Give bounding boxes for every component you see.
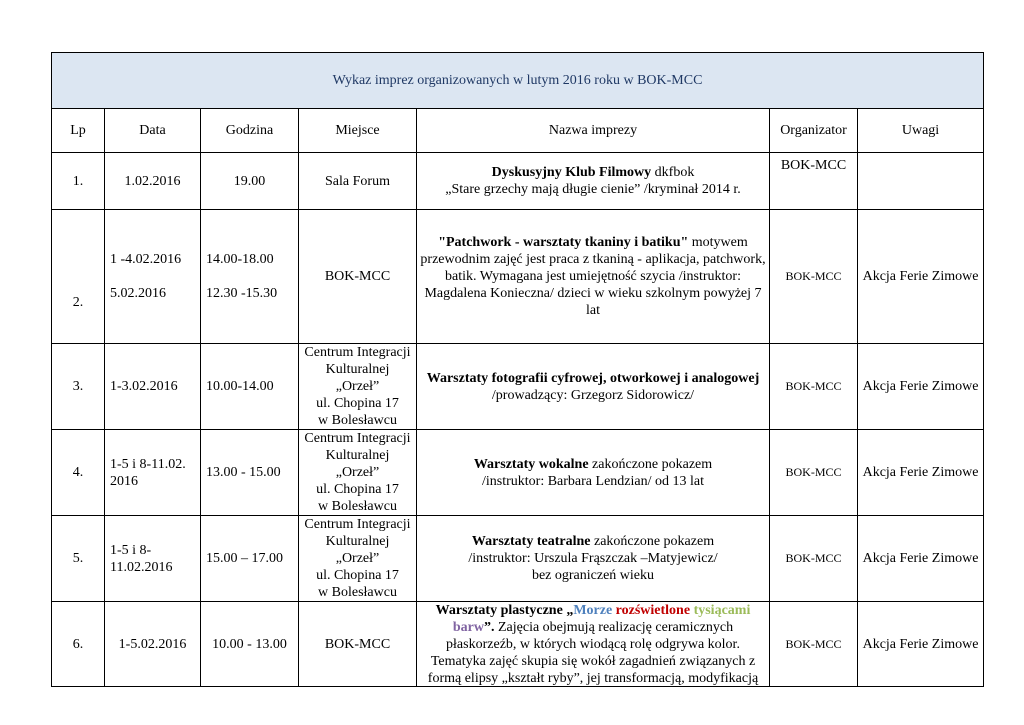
header-nazwa-imprezy: Nazwa imprezy xyxy=(417,109,770,153)
event-name-bold: "Patchwork - warsztaty tkaniny i batiku" xyxy=(438,235,689,250)
cell-organizer: BOK-MCC xyxy=(770,516,858,602)
place-line: ul. Chopina 17 xyxy=(316,482,399,497)
cell-date: 1-5 i 8-11.02. 2016 xyxy=(105,430,201,516)
place-line: w Bolesławcu xyxy=(318,585,397,600)
cell-organizer: BOK-MCC xyxy=(770,430,858,516)
event-description xyxy=(419,602,767,686)
cell-date: 1.02.2016 xyxy=(105,153,201,210)
place-line: Centrum Integracji xyxy=(304,517,411,532)
word-morze: Morze xyxy=(573,603,613,618)
cell-place xyxy=(299,344,417,430)
table-row xyxy=(52,210,984,344)
place-line: „Orzeł” xyxy=(335,379,380,394)
event-name-rest: motywem przewodnim zajęć jest praca z tkaniną - aplikacja, patchwork, batik. Wymagana jest umiejętność szycia /instruktor: Magdalena Konieczna/ dzieci w wieku szkolnym powyżej 7 lat xyxy=(420,235,766,318)
cell-lp: 4. xyxy=(52,430,105,516)
cell-notes: Akcja Ferie Zimowe xyxy=(858,210,984,344)
word-rozswietlone: rozświetlone xyxy=(615,603,691,618)
event-name-bold: Warsztaty teatralne xyxy=(471,534,591,549)
cell-lp: 1. xyxy=(52,153,105,210)
cell-organizer: BOK-MCC xyxy=(770,602,858,687)
cell-event-name xyxy=(417,344,770,430)
cell-date: 1-5 i 8-11.02.2016 xyxy=(105,516,201,602)
event-name-rest: zakończone pokazem xyxy=(590,534,715,549)
header-data: Data xyxy=(105,109,201,153)
cell-time: 10.00 - 13.00 xyxy=(201,602,299,687)
cell-place: BOK-MCC xyxy=(299,210,417,344)
cell-lp: 2. xyxy=(52,210,105,344)
cell-place xyxy=(299,516,417,602)
event-name-rest: dkfbok xyxy=(651,165,695,180)
event-name-rest: Zajęcia obejmują realizację ceramicznych płaskorzeźb, w których wiodącą rolę odgrywa kolor. Tematyka zajęć skupia się wokół zagadnień związanych z formą elipsy „kształt ryby”, jej transformacją, modyfikacją xyxy=(427,620,759,686)
event-name-bold: Warsztaty wokalne xyxy=(473,456,589,472)
event-name-bold: Warsztaty plastyczne xyxy=(435,603,563,618)
place-line: w Bolesławcu xyxy=(318,413,397,428)
place-line: Kulturalnej xyxy=(325,448,390,463)
event-name-line2: „Stare grzechy mają długie cienie” /kryminał 2014 r. xyxy=(445,182,741,197)
cell-time: 19.00 xyxy=(201,153,299,210)
place-line: ul. Chopina 17 xyxy=(316,396,399,411)
date-line-2: 5.02.2016 xyxy=(110,286,166,301)
table-row xyxy=(52,153,984,210)
cell-organizer: BOK-MCC xyxy=(770,153,858,210)
cell-notes: Akcja Ferie Zimowe xyxy=(858,516,984,602)
place-line: „Orzeł” xyxy=(335,465,380,480)
cell-lp: 3. xyxy=(52,344,105,430)
table-row xyxy=(52,602,984,687)
time-line-1: 14.00-18.00 xyxy=(206,252,274,267)
event-name-bold: Dyskusyjny Klub Filmowy xyxy=(491,165,652,180)
cell-time: 15.00 – 17.00 xyxy=(201,516,299,602)
event-name-rest: /prowadzący: Grzegorz Sidorowicz/ xyxy=(491,387,695,403)
cell-notes xyxy=(858,153,984,210)
table-row xyxy=(52,344,984,430)
cell-place xyxy=(299,430,417,516)
word-barw: barw xyxy=(452,620,484,635)
header-godzina: Godzina xyxy=(201,109,299,153)
header-uwagi: Uwagi xyxy=(858,109,984,153)
event-name-line2: /instruktor: Barbara Lendzian/ od 13 lat xyxy=(482,473,704,489)
events-table xyxy=(51,52,984,687)
header-miejsce: Miejsce xyxy=(299,109,417,153)
event-name-rest: zakończone pokazem xyxy=(588,456,713,472)
header-organizator: Organizator xyxy=(770,109,858,153)
cell-time: 10.00-14.00 xyxy=(201,344,299,430)
table-row xyxy=(52,516,984,602)
cell-organizer: BOK-MCC xyxy=(770,210,858,344)
cell-event-name xyxy=(417,430,770,516)
event-name-bold: Warsztaty fotografii cyfrowej, otworkowej i analogowej xyxy=(426,370,760,386)
cell-organizer: BOK-MCC xyxy=(770,344,858,430)
cell-event-name xyxy=(417,153,770,210)
date-line-1: 1 -4.02.2016 xyxy=(110,252,182,267)
place-line: „Orzeł” xyxy=(335,551,380,566)
cell-event-name xyxy=(417,602,770,687)
cell-lp: 6. xyxy=(52,602,105,687)
quote-open: „ xyxy=(562,603,574,618)
place-line: Centrum Integracji xyxy=(304,431,411,446)
place-line: ul. Chopina 17 xyxy=(316,568,399,583)
quote-close: ”. xyxy=(484,620,495,635)
cell-place: BOK-MCC xyxy=(299,602,417,687)
table-row xyxy=(52,430,984,516)
cell-date xyxy=(105,210,201,344)
cell-notes: Akcja Ferie Zimowe xyxy=(858,602,984,687)
place-line: w Bolesławcu xyxy=(318,499,397,514)
place-line: Centrum Integracji xyxy=(304,345,411,360)
time-line-2: 12.30 -15.30 xyxy=(206,286,278,301)
word-tysiacami: tysiącami xyxy=(693,603,751,618)
cell-date: 1-5.02.2016 xyxy=(105,602,201,687)
cell-time: 13.00 - 15.00 xyxy=(201,430,299,516)
event-name-line3: bez ograniczeń wieku xyxy=(531,568,655,583)
cell-place: Sala Forum xyxy=(299,153,417,210)
event-name-line2: /instruktor: Urszula Frąszczak –Matyjewicz/ xyxy=(468,551,718,566)
header-lp: Lp xyxy=(52,109,105,153)
cell-notes: Akcja Ferie Zimowe xyxy=(858,430,984,516)
cell-notes: Akcja Ferie Zimowe xyxy=(858,344,984,430)
cell-event-name xyxy=(417,516,770,602)
table-title: Wykaz imprez organizowanych w lutym 2016 roku w BOK-MCC xyxy=(52,53,984,109)
cell-lp: 5. xyxy=(52,516,105,602)
cell-event-name xyxy=(417,210,770,344)
place-line: Kulturalnej xyxy=(325,534,390,549)
cell-time xyxy=(201,210,299,344)
cell-date: 1-3.02.2016 xyxy=(105,344,201,430)
place-line: Kulturalnej xyxy=(325,362,390,377)
